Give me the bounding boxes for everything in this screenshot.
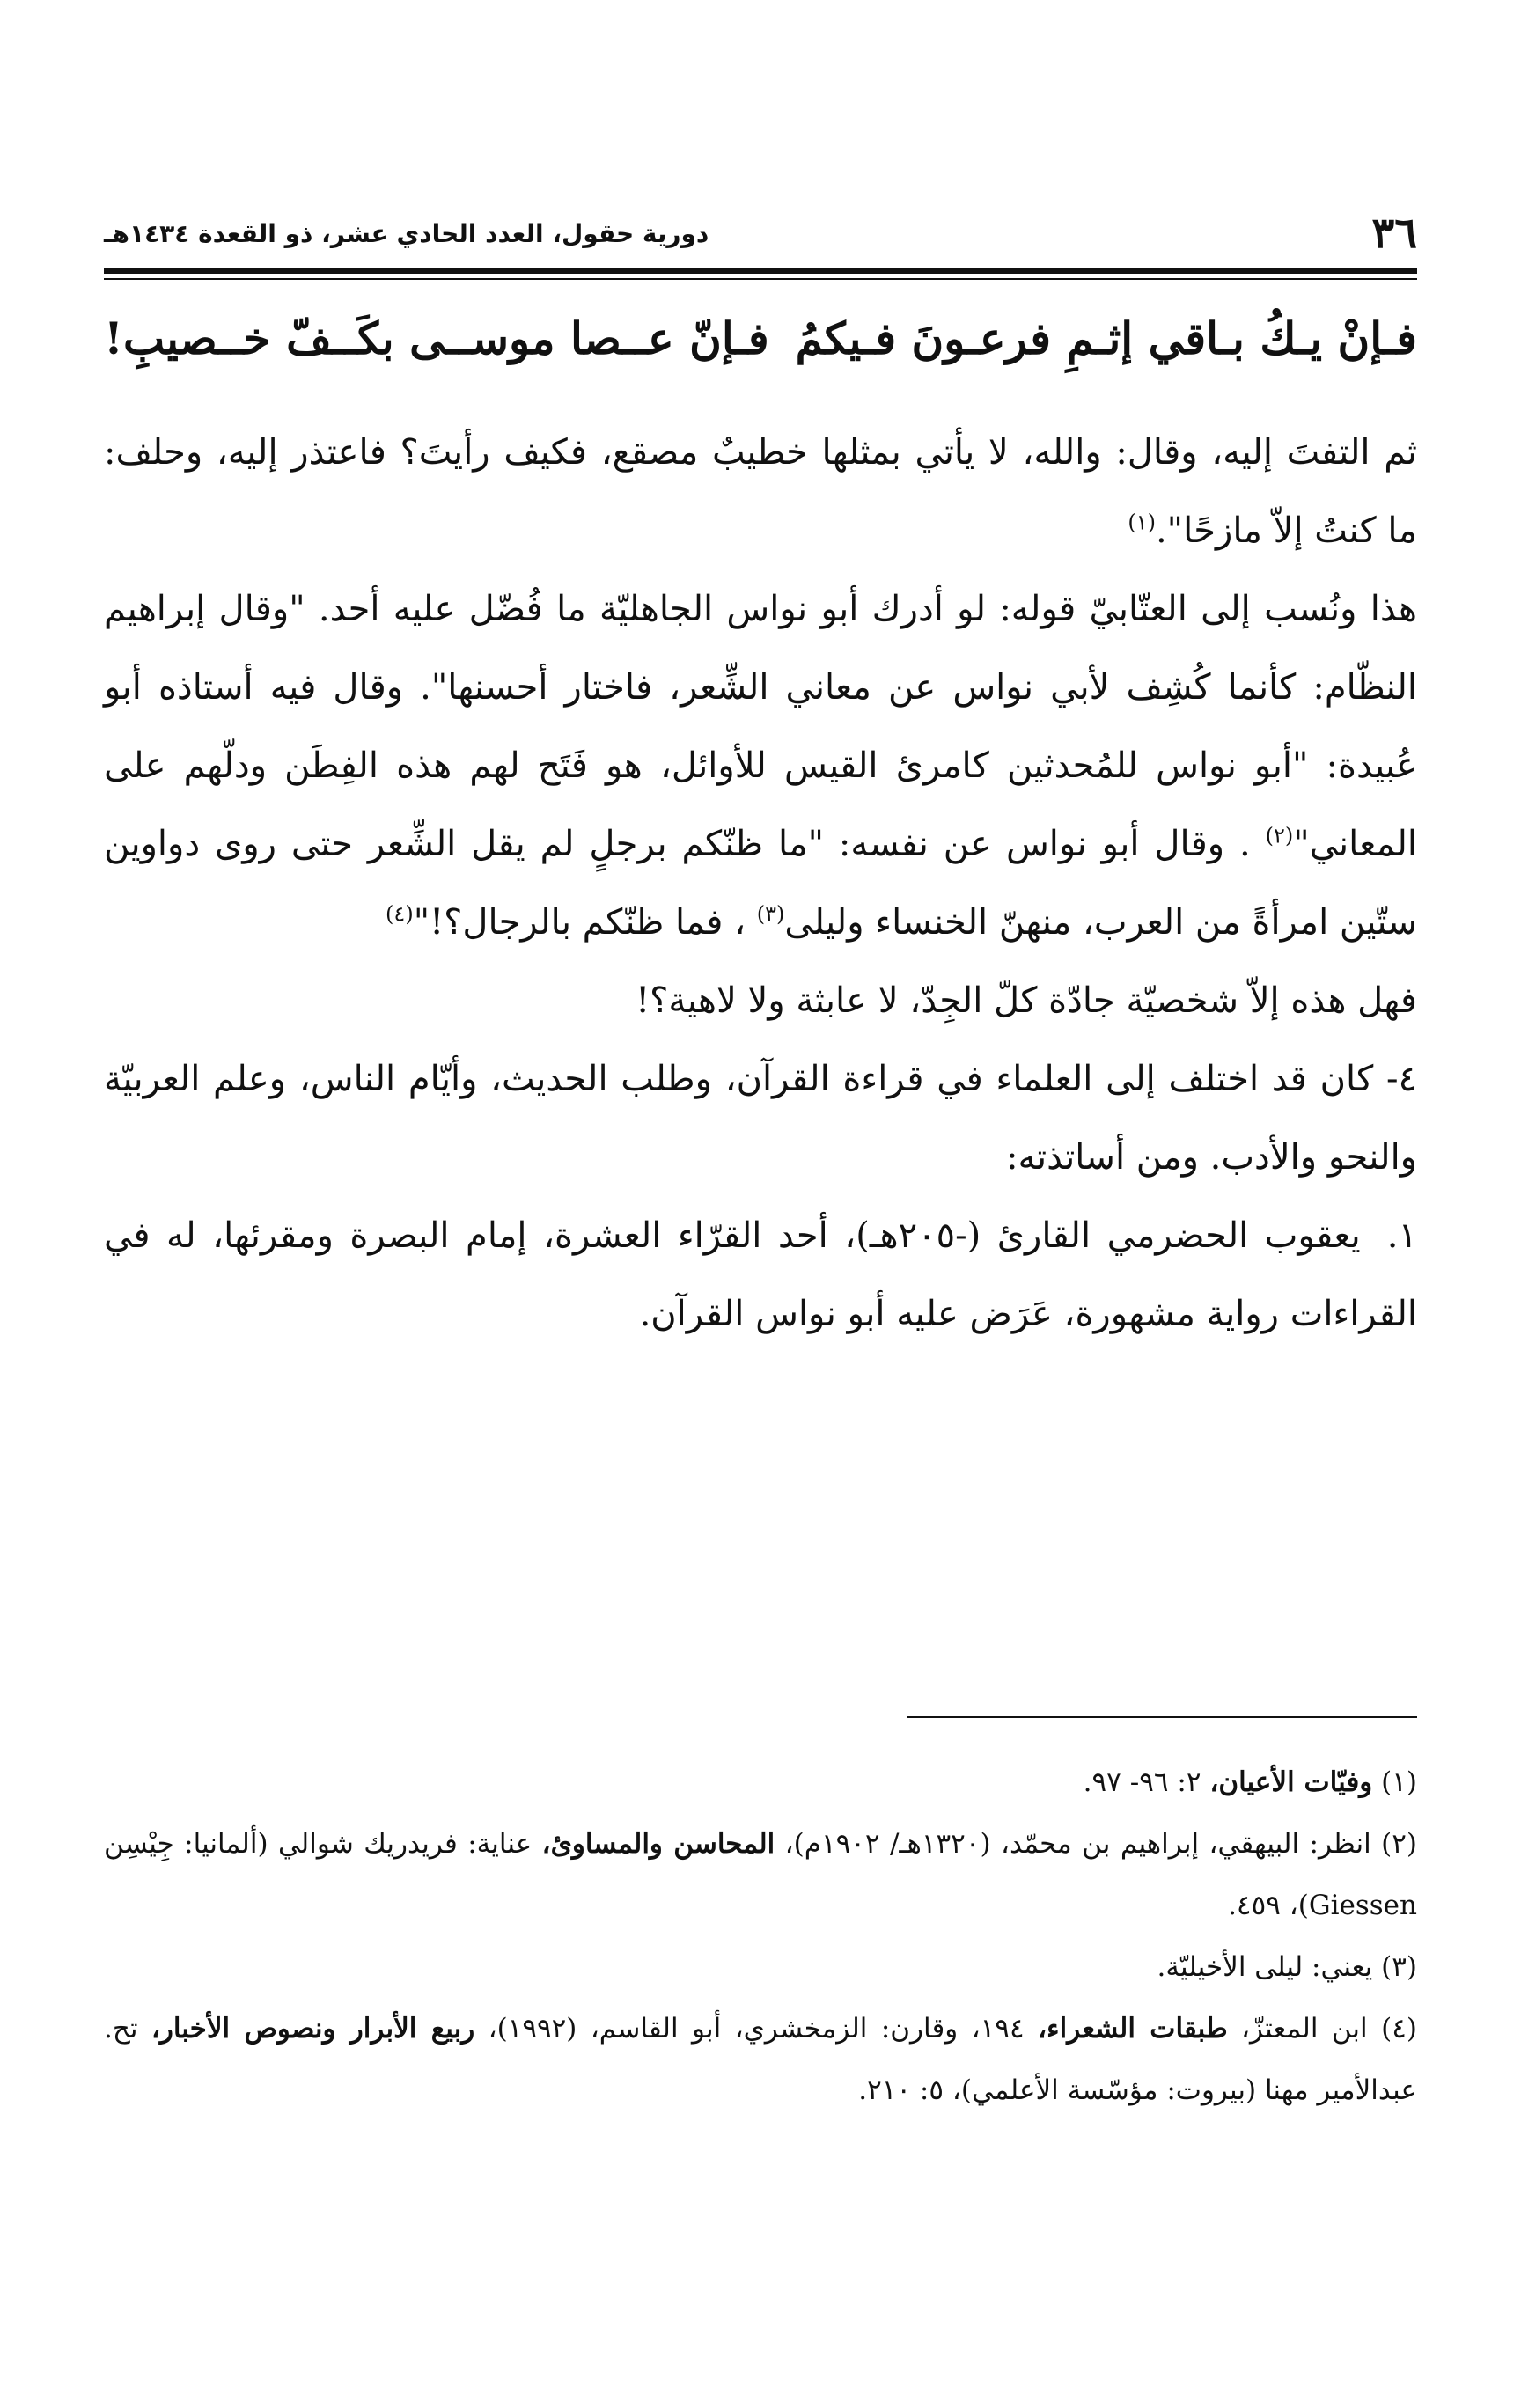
footnotes (104, 1751, 1417, 2121)
paragraph-2-part-3: ، فما ظنّكم بالرجال؟!" (413, 902, 757, 943)
verse-hemistich-1: فـإنْ يـكُ بـاقي إثـمِ فرعـونَ فـيكمُ (795, 312, 1417, 364)
list-item-1 (104, 1197, 1417, 1354)
paragraph-2-part-1: هذا ونُسب إلى العتّابيّ قوله: لو أدرك أبو نواس الجاهليّة ما فُضّل عليه أحد. "وقال إبراهيم النظّام: كأنما كُشِف لأبي نواس عن معاني الشِّعر، فاختار أحسنها". وقال فيه أستاذه أبو عُبيدة: "أبو نواس للمُحدثين كامرئ القيس للأوائل، هو فَتَح لهم هذه الفِطَن ودلّهم على المعاني" (104, 589, 1417, 864)
footnote-ref-1: (١) (1128, 510, 1156, 535)
header-rule-thin (104, 278, 1417, 280)
footnote-1-title: وفيّات الأعيان، (1209, 1766, 1373, 1798)
paragraph-1-text: ثم التفتَ إليه، وقال: والله، لا يأتي بمثلها خطيبٌ مصقع، فكيف رأيتَ؟ فاعتذر إليه، وحلف: ما كنتُ إلاّ مازحًا". (104, 432, 1417, 551)
page-header (104, 202, 1417, 264)
paragraph-2 (104, 570, 1417, 962)
journal-title: دورية حقول، العدد الحادي عشر، ذو القعدة ١٤٣٤هـ (104, 218, 709, 248)
footnote-ref-3: (٣) (756, 901, 785, 927)
footnote-1-number: (١) (1381, 1766, 1417, 1798)
page-number: ٣٦ (1371, 209, 1417, 258)
footnote-1 (104, 1751, 1417, 1813)
footnote-2-text-1: انظر: البيهقي، إبراهيم بن محمّد، (١٣٢٠هـ/ ١٩٠٢م)، (775, 1828, 1371, 1860)
list-item-number: ١. (1386, 1215, 1417, 1256)
document-page (104, 0, 1417, 2408)
list-item-text: يعقوب الحضرمي القارئ (-٢٠٥هـ)، أحد القرّاء العشرة، إمام البصرة ومقرئها، له في القراءات رواية مشهورة، عَرَض عليه أبو نواس القرآن. (104, 1215, 1417, 1334)
poetry-verse (104, 304, 1417, 374)
footnote-1-text: ٢: ٩٦- ٩٧. (1083, 1766, 1210, 1798)
footnote-4-number: (٤) (1381, 2013, 1417, 2045)
footnote-4-text-3: تح. عبدالأمير مهنا (بيروت: مؤسّسة الأعلمي)، ٥: ٢١٠. (104, 2013, 1417, 2106)
paragraph-3: فهل هذه إلاّ شخصيّة جادّة كلّ الجِدّ، لا عابثة ولا لاهية؟! (636, 980, 1417, 1021)
footnote-separator (907, 1716, 1417, 1718)
paragraph-2-part-2: . وقال أبو نواس عن نفسه: "ما ظنّكم برجلٍ لم يقل الشِّعر حتى روى دواوين ستّين امرأةً من العرب، منهنّ الخنساء وليلى (104, 824, 1417, 943)
body-text (104, 414, 1417, 1354)
footnote-2-text-2: عناية: فريدريك شوالي (ألمانيا: جِيْسِن Giessen)، ٤٥٩. (104, 1828, 1417, 1921)
verse-hemistich-2: فـإنّ عــصا موســى بكَــفّ خــصيبِ! (104, 312, 769, 364)
footnote-3 (104, 1936, 1417, 1998)
footnote-4-title-2: ربيع الأبرار ونصوص الأخبار، (151, 2013, 475, 2045)
footnote-ref-2: (٢) (1265, 823, 1294, 848)
footnote-4-text-2: ١٩٤، وقارن: الزمخشري، أبو القاسم، (١٩٩٢)، (474, 2013, 1038, 2045)
footnote-4-title-1: طبقات الشعراء، (1038, 2013, 1228, 2045)
footnote-2 (104, 1813, 1417, 1936)
header-rule-thick (104, 268, 1417, 274)
footnote-2-number: (٢) (1381, 1828, 1417, 1860)
footnote-2-title: المحاسن والمساوئ، (541, 1828, 775, 1860)
footnote-ref-4: (٤) (386, 901, 414, 927)
footnote-4 (104, 1998, 1417, 2121)
paragraph-4: ٤- كان قد اختلف إلى العلماء في قراءة القرآن، وطلب الحديث، وأيّام الناس، وعلم العربيّة والنحو والأدب. ومن أساتذته: (104, 1059, 1417, 1178)
footnote-3-number: (٣) (1381, 1951, 1417, 1983)
paragraph-1 (104, 414, 1417, 570)
footnote-4-text-1: ابن المعتزّ، (1227, 2013, 1368, 2045)
footnote-3-text: يعني: ليلى الأخيليّة. (1157, 1951, 1373, 1983)
